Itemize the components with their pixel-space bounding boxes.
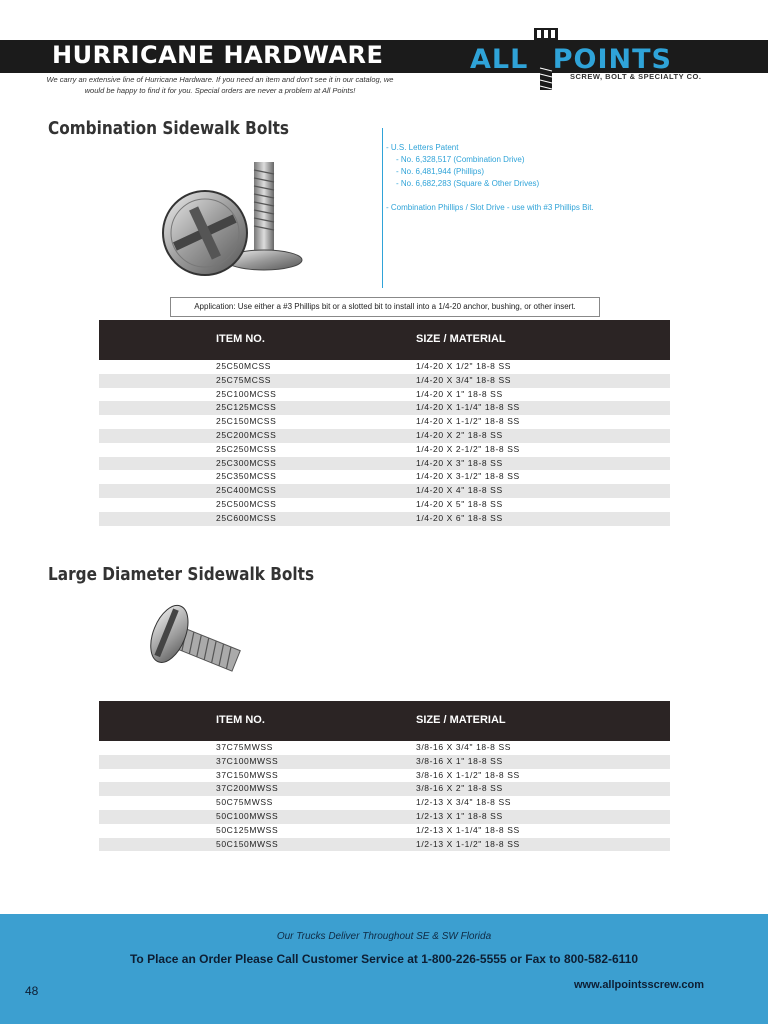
size-material: 1/4-20 X 5" 18-8 SS <box>416 498 503 509</box>
table-row <box>99 484 670 498</box>
size-material: 1/4-20 X 2-1/2" 18-8 SS <box>416 443 520 454</box>
size-material: 1/4-20 X 1-1/4" 18-8 SS <box>416 402 520 413</box>
item-number: 37C150MWSS <box>216 769 279 780</box>
table-row <box>99 360 670 374</box>
size-material: 1/4-20 X 3" 18-8 SS <box>416 457 503 468</box>
item-number: 25C500MCSS <box>216 498 277 509</box>
table-row <box>99 374 670 388</box>
table-header: ITEM NO. SIZE / MATERIAL <box>99 701 670 741</box>
size-material: 1/4-20 X 4" 18-8 SS <box>416 485 503 496</box>
intro-text: We carry an extensive line of Hurricane Hardware. If you need an item and don't see it in our catalog, we would be happy to find it for you. Special orders are never a problem at All Points! <box>46 75 394 95</box>
table-row <box>99 443 670 457</box>
logo-wordmark: ALL POINTS <box>470 44 672 75</box>
item-number: 25C100MCSS <box>216 388 277 399</box>
catalog-title: HURRICANE HARDWARE <box>52 41 384 69</box>
table-row <box>99 512 670 526</box>
item-number: 50C75MWSS <box>216 797 273 808</box>
item-number: 25C125MCSS <box>216 402 277 413</box>
delivery-tagline: Our Trucks Deliver Throughout SE & SW Florida <box>276 931 492 942</box>
size-material: 1/4-20 X 6" 18-8 SS <box>416 512 503 523</box>
size-material: 3/8-16 X 2" 18-8 SS <box>416 783 503 794</box>
item-number: 37C100MWSS <box>216 755 279 766</box>
large-diameter-bolts-table <box>99 701 670 851</box>
combination-bolt-image <box>150 148 325 283</box>
item-number: 50C125MWSS <box>216 824 279 835</box>
table-row <box>99 824 670 838</box>
website-link[interactable]: www.allpointsscrew.com <box>574 979 704 991</box>
all-points-logo <box>470 28 710 98</box>
item-number: 37C75MWSS <box>216 742 273 752</box>
size-material: 1/4-20 X 1/2" 18-8 SS <box>416 361 512 371</box>
application-note: Application: Use either a #3 Phillips bit or a slotted bit to install into a 1/4-20 anchor, bushing, or other insert. <box>170 297 600 317</box>
item-number: 25C50MCSS <box>216 361 272 371</box>
table-row <box>99 415 670 429</box>
size-material: 1/4-20 X 1" 18-8 SS <box>416 388 503 399</box>
item-number: 25C75MCSS <box>216 374 272 385</box>
feature-list: - U.S. Letters Patent - No. 6,328,517 (Combination Drive) - No. 6,481,944 (Phillips) - No. 6,682,283 (Square & Other Drives) - Combination Phillips / Slot Drive - use with #3 Phillips Bit. <box>386 143 594 212</box>
section-title-combination: Combination Sidewalk Bolts <box>48 118 290 139</box>
table-row <box>99 470 670 484</box>
size-material: 1/2-13 X 1" 18-8 SS <box>416 810 503 821</box>
table-header: ITEM NO. SIZE / MATERIAL <box>99 320 670 360</box>
table-row <box>99 741 670 755</box>
table-row <box>99 388 670 402</box>
item-number: 25C250MCSS <box>216 443 277 454</box>
table-row <box>99 796 670 810</box>
size-material: 1/4-20 X 3-1/2" 18-8 SS <box>416 471 520 482</box>
table-row <box>99 498 670 512</box>
table-row <box>99 782 670 796</box>
page-number: 48 <box>25 984 39 998</box>
order-info: To Place an Order Please Call Customer Service at 1-800-226-5555 or Fax to 800-582-6110 <box>129 952 639 966</box>
item-number: 50C100MWSS <box>216 810 279 821</box>
footer-bar <box>0 914 768 1024</box>
item-number: 25C300MCSS <box>216 457 277 468</box>
size-material: 1/2-13 X 1-1/2" 18-8 SS <box>416 838 520 849</box>
table-row <box>99 429 670 443</box>
size-material: 1/2-13 X 1-1/4" 18-8 SS <box>416 824 520 835</box>
features-divider <box>382 128 383 288</box>
size-material: 3/8-16 X 3/4" 18-8 SS <box>416 742 512 752</box>
size-material: 3/8-16 X 1" 18-8 SS <box>416 755 503 766</box>
size-material: 3/8-16 X 1-1/2" 18-8 SS <box>416 769 520 780</box>
logo-subtitle: SCREW, BOLT & SPECIALTY CO. <box>570 72 702 81</box>
table-row <box>99 838 670 852</box>
item-number: 25C400MCSS <box>216 485 277 496</box>
large-diameter-bolt-image <box>142 604 247 679</box>
size-material: 1/2-13 X 3/4" 18-8 SS <box>416 797 512 808</box>
table-row <box>99 457 670 471</box>
item-number: 25C350MCSS <box>216 471 277 482</box>
table-row <box>99 401 670 415</box>
item-number: 50C150MWSS <box>216 838 279 849</box>
item-number: 25C600MCSS <box>216 512 277 523</box>
table-row <box>99 769 670 783</box>
item-number: 25C200MCSS <box>216 429 277 440</box>
size-material: 1/4-20 X 1-1/2" 18-8 SS <box>416 416 520 427</box>
size-material: 1/4-20 X 2" 18-8 SS <box>416 429 503 440</box>
combination-bolts-table <box>99 320 670 526</box>
item-number: 25C150MCSS <box>216 416 277 427</box>
table-row <box>99 755 670 769</box>
section-title-large-diameter: Large Diameter Sidewalk Bolts <box>48 564 315 585</box>
size-material: 1/4-20 X 3/4" 18-8 SS <box>416 374 512 385</box>
table-row <box>99 810 670 824</box>
item-number: 37C200MWSS <box>216 783 279 794</box>
